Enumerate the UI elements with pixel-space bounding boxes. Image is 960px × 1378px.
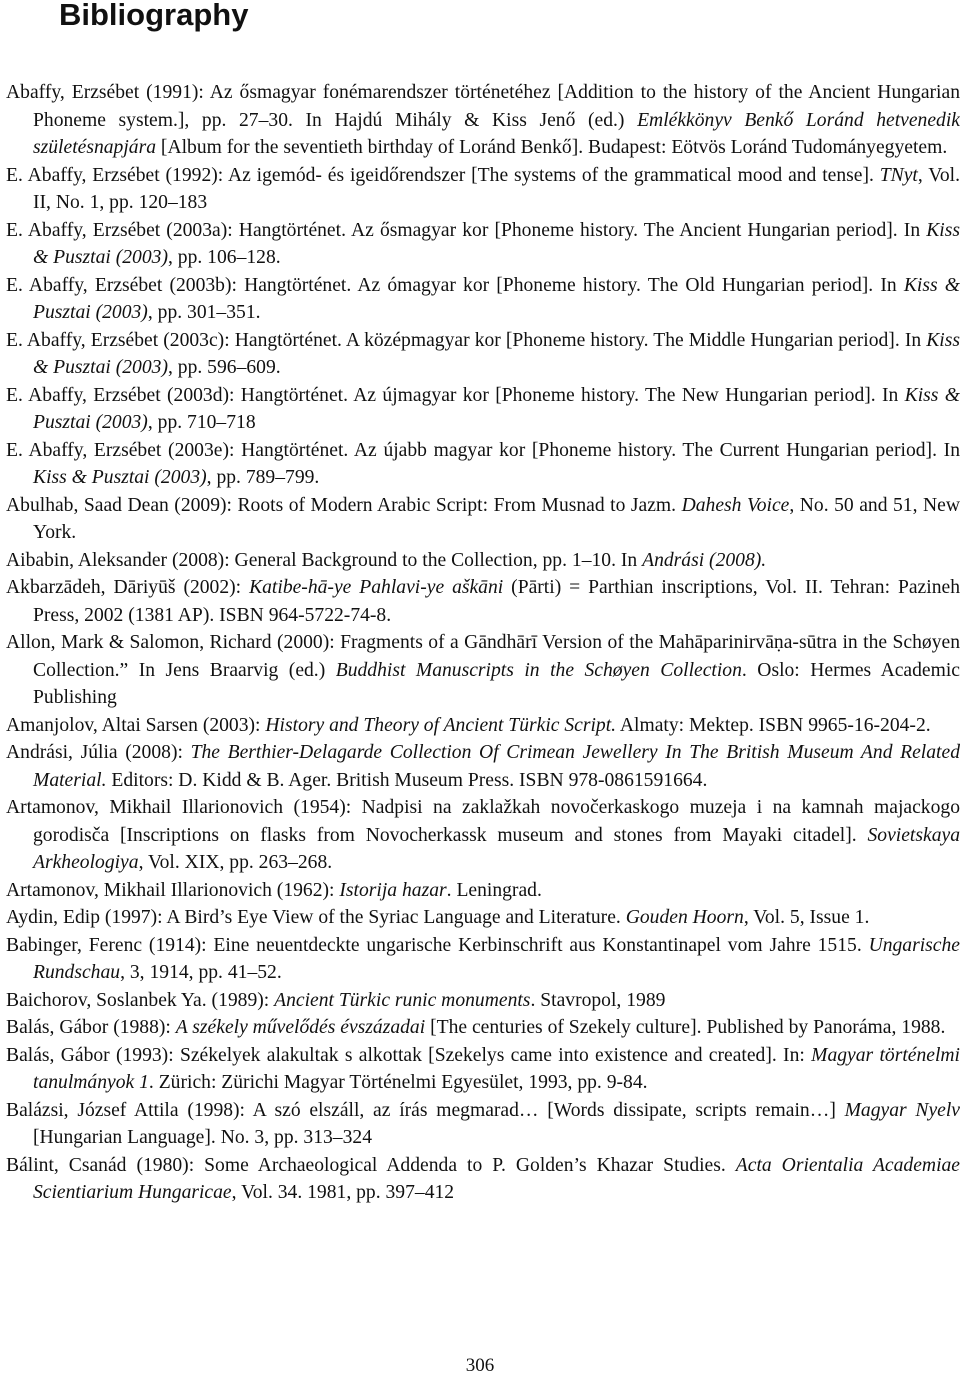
entry-text: E. Abaffy, Erzsébet (2003d): Hangtörténet. Az újmagyar kor [Phoneme history. The New Hungarian period]. In bbox=[6, 384, 905, 406]
entry-text: Almaty: Mektep. ISBN 9965-16-204-2. bbox=[616, 714, 931, 736]
entry-italic-text: Kiss & Pusztai (2003) bbox=[33, 274, 960, 323]
entry-italic-text: Acta Orientalia Academiae Scientiarium Hungaricae bbox=[33, 1154, 960, 1203]
entry-text: Bálint, Csanád (1980): Some Archaeological Addenda to P. Golden’s Khazar Studies. bbox=[6, 1154, 736, 1176]
bibliography-entry bbox=[6, 272, 960, 327]
bibliography-entry bbox=[6, 1042, 960, 1097]
entry-text: Aydin, Edip (1997): A Bird’s Eye View of the Syriac Language and Literature. bbox=[6, 907, 626, 928]
bibliography-entry bbox=[6, 79, 960, 162]
entry-text: , pp. 106–128. bbox=[167, 247, 281, 268]
entry-text: , pp. 301–351. bbox=[147, 302, 261, 323]
bibliography-entry bbox=[6, 492, 960, 547]
bibliography-entry bbox=[6, 794, 960, 877]
entry-text: E. Abaffy, Erzsébet (2003b): Hangtörténet. Az ómagyar kor [Phoneme history. The Old Hungarian period]. In bbox=[6, 274, 904, 296]
bibliography-entry bbox=[6, 904, 960, 932]
entry-text: . Stavropol, 1989 bbox=[530, 989, 666, 1011]
entry-italic-text: Dahesh Voice bbox=[681, 494, 790, 516]
entry-italic-text: Kiss & Pusztai (2003) bbox=[33, 219, 960, 268]
entry-text: Amanjolov, Altai Sarsen (2003): bbox=[6, 714, 266, 736]
entry-text: Abulhab, Saad Dean (2009): Roots of Modern Arabic Script: From Musnad to Jazm. bbox=[6, 494, 682, 516]
bibliography-entry bbox=[6, 877, 960, 905]
entry-italic-text: Istorija hazar bbox=[339, 879, 447, 901]
bibliography-entry bbox=[6, 382, 960, 437]
entry-text: , Vol. II, No. 1, pp. 120–183 bbox=[33, 164, 960, 213]
bibliography-entry bbox=[6, 1097, 960, 1152]
bibliography-entry bbox=[6, 217, 960, 272]
entry-italic-text: TNyt bbox=[879, 164, 918, 186]
entry-text: , Vol. XIX, pp. 263–268. bbox=[138, 852, 333, 873]
bibliography-entry bbox=[6, 712, 960, 740]
entry-text: Andrási, Júlia (2008): bbox=[6, 742, 191, 763]
entry-italic-text: Kiss & Pusztai (2003) bbox=[33, 384, 960, 433]
entry-text: E. Abaffy, Erzsébet (1992): Az igemód- és igeidőrendszer [The systems of the grammatical mood and tense]. bbox=[6, 164, 880, 186]
entry-text: , Vol. 5, Issue 1. bbox=[743, 907, 870, 928]
entry-text: [Album for the seventieth birthday of Loránd Benkő]. Budapest: Eötvös Loránd Tudományegyetem. bbox=[156, 137, 948, 158]
entry-text: Aibabin, Aleksander (2008): General Background to the Collection, pp. 1–10. In bbox=[6, 549, 643, 571]
entry-italic-text: The Berthier-Delagarde Collection Of Crimean Jewellery In The British Museum And Related Material. bbox=[33, 742, 960, 791]
entry-text: Baichorov, Soslanbek Ya. (1989): bbox=[6, 989, 275, 1011]
entry-text: Babinger, Ferenc (1914): Eine neuentdeckte ungarische Kerbinschrift aus Konstantinapel vom Jahre 1515. bbox=[6, 934, 869, 956]
entry-text: , pp. 596–609. bbox=[167, 357, 281, 378]
bibliography-entry bbox=[6, 547, 960, 575]
bibliography-entry bbox=[6, 987, 960, 1015]
entry-text: . Zürich: Zürichi Magyar Történelmi Egyesület, 1993, pp. 9-84. bbox=[148, 1072, 648, 1093]
entry-italic-text: Kiss & Pusztai (2003) bbox=[33, 329, 960, 378]
entry-text: . Leningrad. bbox=[446, 879, 542, 901]
page-number: 306 bbox=[465, 1355, 495, 1376]
entry-text: . Oslo: Hermes Academic Publishing bbox=[33, 659, 960, 708]
entry-text: Artamonov, Mikhail Illarionovich (1962): bbox=[6, 879, 340, 901]
bibliography-entry bbox=[6, 629, 960, 712]
entry-italic-text: Gouden Hoorn bbox=[625, 907, 744, 928]
entry-text: Artamonov, Mikhail Illarionovich (1954): Nadpisi na zaklažkah novočerkaskogo muzeja i na kamnah majackogo gorodisča [Inscriptions on flasks from Novocherkassk museum and stones from Mayaki citadel]. bbox=[6, 797, 960, 846]
bibliography-list bbox=[6, 79, 960, 1207]
entry-text: Balázsi, József Attila (1998): A szó elszáll, az írás megmarad… [Words dissipate, scripts remain…] bbox=[6, 1099, 845, 1121]
entry-italic-text: Sovietskaya Arkheologiya bbox=[33, 824, 960, 873]
entry-text: Editors: D. Kidd & B. Ager. British Museum Press. ISBN 978-0861591664. bbox=[106, 769, 708, 791]
entry-italic-text: History and Theory of Ancient Türkic Script. bbox=[265, 714, 617, 736]
entry-text: E. Abaffy, Erzsébet (2003a): Hangtörténet. Az ősmagyar kor [Phoneme history. The Ancient Hungarian period]. In bbox=[6, 219, 927, 241]
entry-text: [Hungarian Language]. No. 3, pp. 313–324 bbox=[33, 1127, 372, 1148]
entry-italic-text: Magyar Nyelv bbox=[844, 1099, 960, 1121]
entry-text: , pp. 789–799. bbox=[206, 467, 320, 488]
bibliography-entry bbox=[6, 574, 960, 629]
entry-text: E. Abaffy, Erzsébet (2003e): Hangtörténet. Az újabb magyar kor [Phoneme history. The Current Hungarian period]. In bbox=[6, 439, 960, 461]
bibliography-entry bbox=[6, 1014, 960, 1042]
page-heading: Bibliography bbox=[59, 0, 249, 32]
entry-italic-text: Emlékkönyv Benkő Loránd hetvenedik születésnapjára bbox=[33, 109, 960, 158]
bibliography-entry bbox=[6, 1152, 960, 1207]
entry-text: E. Abaffy, Erzsébet (2003c): Hangtörténet. A középmagyar kor [Phoneme history. The Middle Hungarian period]. In bbox=[6, 329, 927, 351]
bibliography-entry bbox=[6, 932, 960, 987]
bibliography-entry bbox=[6, 437, 960, 492]
entry-italic-text: Ancient Türkic runic monuments bbox=[274, 989, 531, 1011]
entry-text: Allon, Mark & Salomon, Richard (2000): Fragments of a Gāndhārī Version of the Mahāparinirvāṇa-sūtra in the Schøyen Collection.” In Jens Braarvig (ed.) bbox=[6, 632, 960, 681]
entry-text: , No. 50 and 51, New York. bbox=[33, 494, 960, 543]
entry-text: Abaffy, Erzsébet (1991): Az ősmagyar fonémarendszer történetéhez [Addition to the history of the Ancient Hungarian Phoneme system.], pp. 27–30. In Hajdú Mihály & Kiss Jenő (ed.) bbox=[6, 82, 960, 131]
entry-italic-text: Magyar történelmi tanulmányok 1 bbox=[33, 1044, 960, 1093]
entry-text: (Pārti) = Parthian inscriptions, Vol. II. Tehran: Pazineh Press, 2002 (1381 AP). ISBN 964-5722-74-8. bbox=[33, 577, 960, 626]
bibliography-entry bbox=[6, 739, 960, 794]
entry-text: , 3, 1914, pp. 41–52. bbox=[120, 962, 282, 983]
entry-italic-text: A székely művelődés évszázadai bbox=[175, 1017, 426, 1038]
entry-text: Balás, Gábor (1988): bbox=[6, 1017, 176, 1038]
entry-text: Balás, Gábor (1993): Székelyek alakultak s alkottak [Szekelys came into existence and created]. In: bbox=[6, 1044, 812, 1066]
entry-text: , pp. 710–718 bbox=[147, 412, 256, 433]
entry-italic-text: Katibe-hā-ye Pahlavi-ye aškāni bbox=[249, 577, 504, 598]
entry-italic-text: András​i (2008). bbox=[642, 549, 767, 571]
entry-italic-text: Ungarische Rundschau bbox=[33, 934, 960, 983]
entry-italic-text: Buddhist Manuscripts in the Schøyen Collection bbox=[335, 659, 742, 681]
bibliography-entry bbox=[6, 327, 960, 382]
entry-text: Akbarzādeh, Dāriyūš (2002): bbox=[6, 577, 250, 598]
entry-text: , Vol. 34. 1981, pp. 397–412 bbox=[231, 1182, 455, 1203]
bibliography-entry bbox=[6, 162, 960, 217]
entry-italic-text: Kiss & Pusztai (2003) bbox=[33, 467, 207, 488]
entry-text: [The centuries of Szekely culture]. Published by Panoráma, 1988. bbox=[425, 1017, 946, 1038]
